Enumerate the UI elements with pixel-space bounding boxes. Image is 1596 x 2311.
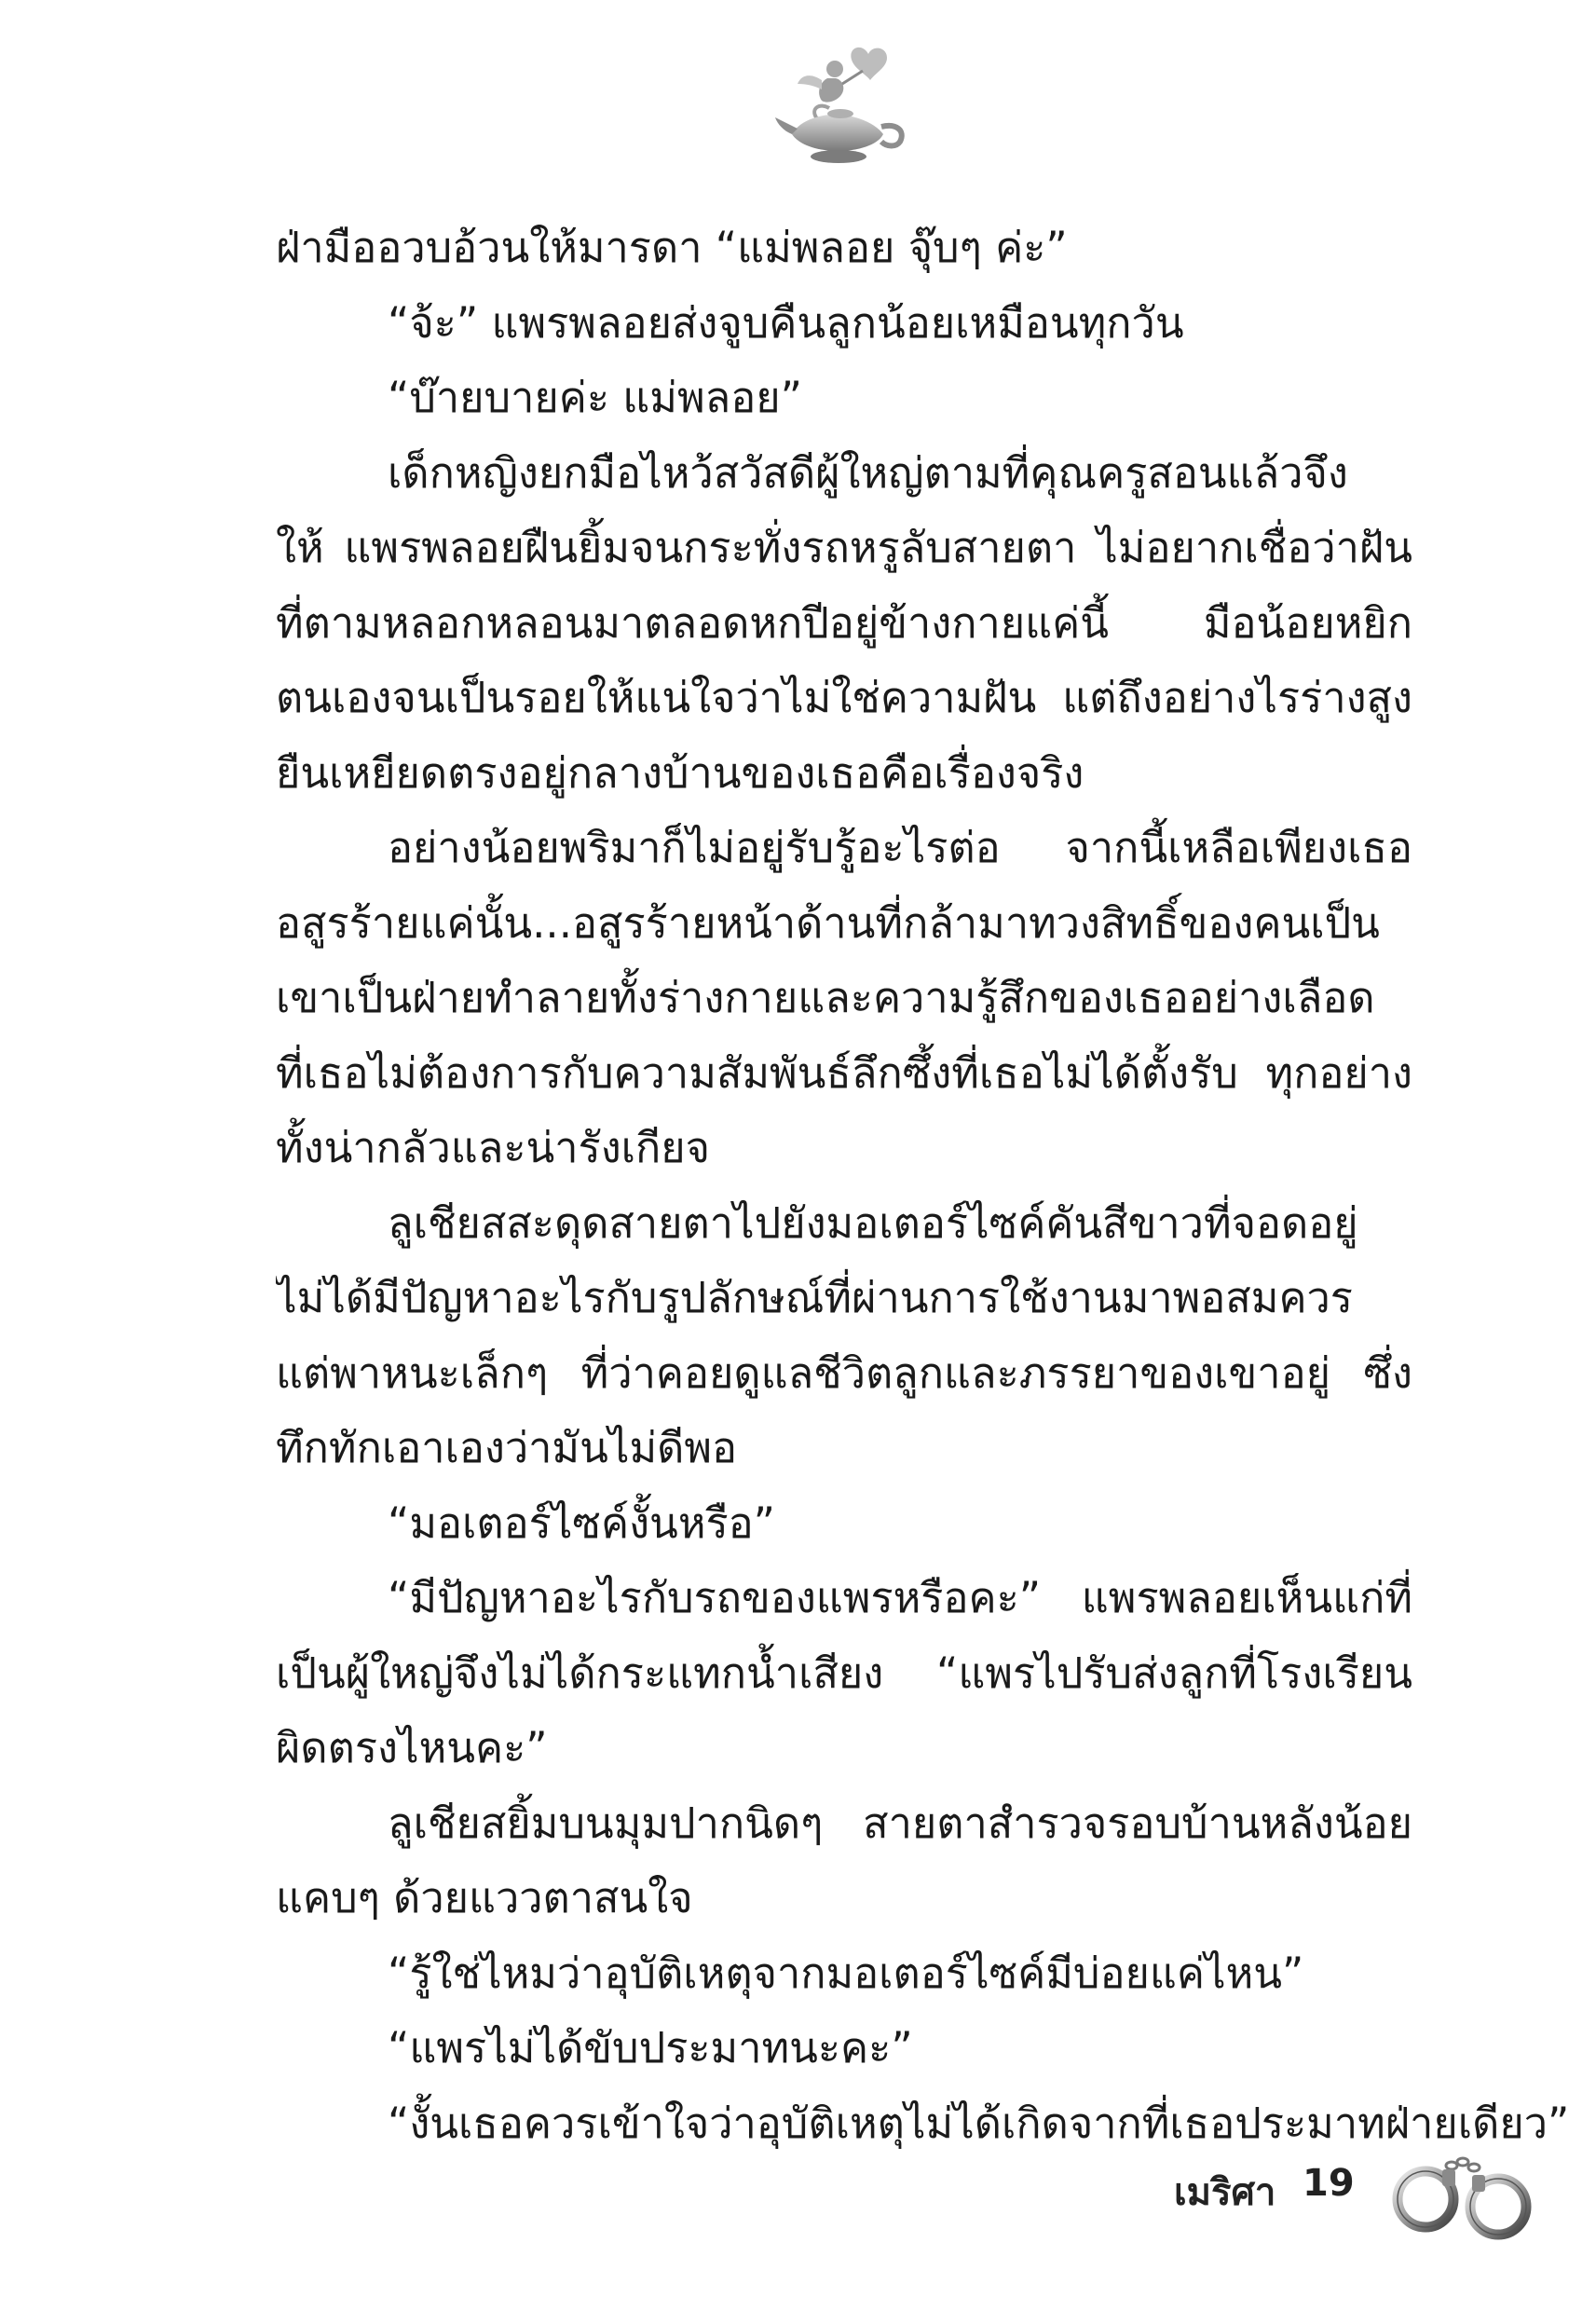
text-line: “จ้ะ” แพรพลอยส่งจูบคืนลูกน้อยเหมือนทุกวัน [388, 297, 1184, 348]
text-line: “มีปัญหาอะไรกับรถของแพรหรือคะ” แพรพลอยเห็นแก่ที่ [388, 1573, 1412, 1622]
teapot-cupid-ornament-icon [773, 37, 913, 168]
text-line: แคบๆ ด้วยแววตาสนใจ [276, 1873, 693, 1922]
text-line: “มอเตอร์ไซค์งั้นหรือ” [388, 1497, 775, 1548]
text-line: “รู้ใช่ไหมว่าอุบัติเหตุจากมอเตอร์ไซค์มีบ่อยแค่ไหน” [388, 1948, 1304, 1998]
text-line: ตนเองจนเป็นรอยให้แน่ใจว่าไม่ใช่ความฝัน แต่ถึงอย่างไรร่างสูง [276, 673, 1412, 722]
page-footer [0, 2141, 1596, 2253]
text-line: ไม่ได้มีปัญหาอะไรกับรูปลักษณ์ที่ผ่านการใช้งานมาพอสมควร [276, 1273, 1353, 1322]
body-text [276, 211, 1570, 2161]
text-line: “แพรไม่ได้ขับประมาทนะคะ” [388, 2023, 913, 2072]
text-line: อสูรร้ายแค่นั้น...อสูรร้ายหน้าด้านที่กล้ามาทวงสิทธิ์ของคนเป็น [276, 897, 1380, 948]
text-line: ผิดตรงไหนคะ” [276, 1723, 548, 1772]
text-line: ลูเชียสยิ้มบนมุมปากนิดๆ สายตาสำรวจรอบบ้านหลังน้อย [388, 1798, 1412, 1848]
text-line: ฝ่ามืออวบอ้วนให้มารดา “แม่พลอย จุ๊บๆ ค่ะ” [276, 223, 1068, 272]
text-line: ที่เธอไม่ต้องการกับความสัมพันธ์ลึกซึ้งที่เธอไม่ได้ตั้งรับ ทุกอย่าง [276, 1047, 1412, 1098]
text-line: “งั้นเธอควรเข้าใจว่าอุบัติเหตุไม่ได้เกิดจากที่เธอประมาทฝ่ายเดียว” [388, 2098, 1570, 2148]
text-line: เป็นผู้ใหญ่จึงไม่ได้กระแทกน้ำเสียง “แพรไปรับส่งลูกที่โรงเรียน [276, 1648, 1412, 1698]
text-line: ยืนเหยียดตรงอยู่กลางบ้านของเธอคือเรื่องจริง [276, 747, 1084, 798]
text-line: ลูเชียสสะดุดสายตาไปยังมอเตอร์ไซค์คันสีขาวที่จอดอยู่ [388, 1197, 1358, 1248]
text-line: “บ๊ายบายค่ะ แม่พลอย” [388, 373, 802, 422]
text-line: ทึกทักเอาเองว่ามันไม่ดีพอ [276, 1423, 738, 1472]
text-line: อย่างน้อยพริมาก็ไม่อยู่รับรู้อะไรต่อ จากนี้เหลือเพียงเธอ [388, 823, 1412, 872]
text-line: เด็กหญิงยกมือไหว้สวัสดีผู้ใหญ่ตามที่คุณครูสอนแล้วจึง [388, 447, 1348, 498]
text-line: เขาเป็นฝ่ายทำลายทั้งร่างกายและความรู้สึกของเธออย่างเลือด [276, 973, 1375, 1022]
text-line: ทั้งน่ากลัวและน่ารังเกียจ [276, 1123, 711, 1172]
page-number: 19 [1303, 2162, 1355, 2205]
handcuffs-icon [1388, 2141, 1537, 2244]
text-line: ที่ตามหลอกหลอนมาตลอดหกปีอยู่ข้างกายแค่นี้ มือน้อยหยิก [276, 597, 1412, 648]
book-title: เมริศา [1174, 2171, 1276, 2214]
text-line: แต่พาหนะเล็กๆ ที่ว่าคอยดูแลชีวิตลูกและภรรยาของเขาอยู่ ซึ่ง [276, 1347, 1412, 1398]
text-line: ให้ แพรพลอยฝืนยิ้มจนกระทั่งรถหรูลับสายตา ไม่อยากเชื่อว่าฝัน [276, 523, 1412, 572]
